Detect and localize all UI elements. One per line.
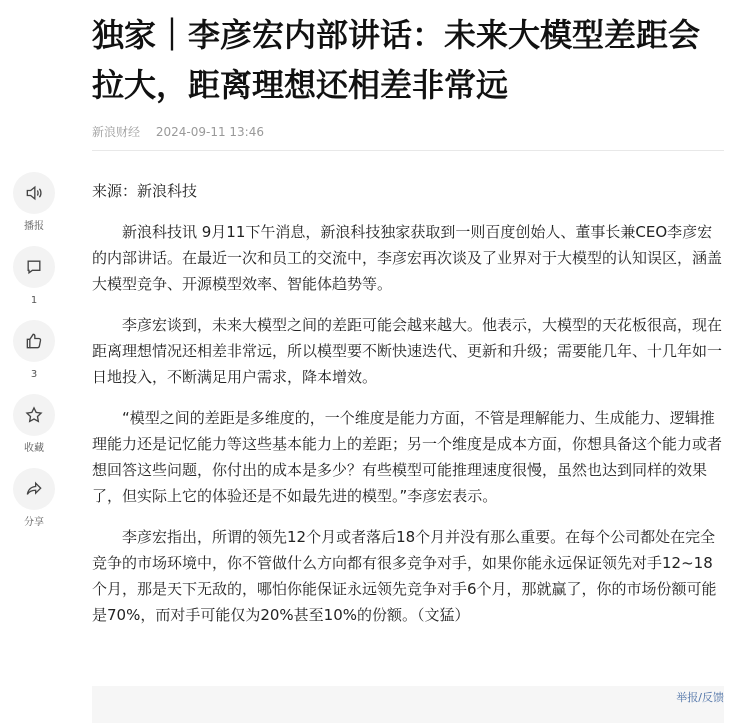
footer-bar bbox=[92, 686, 724, 723]
speaker-icon bbox=[13, 172, 55, 214]
favorite-label: 收藏 bbox=[24, 443, 44, 454]
article-paragraph: 新浪科技讯 9月11下午消息，新浪科技独家获取到一则百度创始人、董事长兼CEO李彦宏的内部讲话。在最近一次和员工的交流中，李彦宏再次谈及了业界对于大模型的认知误区，涵盖大模型竞争、开源模型效率、智能体趋势等。 bbox=[92, 223, 723, 293]
share-icon bbox=[13, 468, 55, 510]
publish-time: 2024-09-11 13:46 bbox=[155, 125, 264, 139]
broadcast-button[interactable] bbox=[10, 172, 58, 236]
like-count: 3 bbox=[30, 369, 38, 380]
article-paragraph: 李彦宏指出，所谓的领先12个月或者落后18个月并没有那么重要。在每个公司都处在完全竞争的市场环境中，你不管做什么方向都有很多竞争对手，如果你能永远保证领先对手12~18个月，那是天下无敌的，哪怕你能保证永远领先竞争对手6个月，那就赢了，你的市场份额可能是70%，而对手可能仅为20%甚至10%的份额。（文猛） bbox=[92, 528, 717, 624]
comment-count: 1 bbox=[30, 295, 38, 306]
favorite-button[interactable] bbox=[10, 394, 58, 458]
comment-button[interactable] bbox=[10, 246, 58, 310]
share-button[interactable] bbox=[10, 468, 58, 532]
article-paragraph: 李彦宏谈到，未来大模型之间的差距可能会越来越大。他表示，大模型的天花板很高，现在距离理想情况还相差非常远，所以模型要不断快速迭代、更新和升级；需要能几年、十几年如一日地投入，不断满足用户需求，降本增效。 bbox=[92, 316, 723, 386]
star-icon bbox=[13, 394, 55, 436]
share-label: 分享 bbox=[24, 517, 44, 528]
divider bbox=[92, 150, 724, 151]
thumbs-up-icon bbox=[13, 320, 55, 362]
action-sidebar bbox=[10, 172, 58, 532]
comment-icon bbox=[13, 246, 55, 288]
article-meta bbox=[92, 123, 264, 140]
report-link[interactable]: 举报/反馈 bbox=[676, 691, 724, 704]
source-name[interactable]: 新浪财经 bbox=[92, 125, 141, 139]
like-button[interactable] bbox=[10, 320, 58, 384]
article-title: 独家｜李彦宏内部讲话：未来大模型差距会拉大，距离理想还相差非常远 bbox=[92, 16, 701, 104]
broadcast-label: 播报 bbox=[24, 221, 44, 232]
article-paragraph: “模型之间的差距是多维度的，一个维度是能力方面，不管是理解能力、生成能力、逻辑推理能力还是记忆能力等这些基本能力上的差距；另一个维度是成本方面，你想具备这个能力或者想回答这些问题，你付出的成本是多少？有些模型可能推理速度很慢，虽然也达到同样的效果了，但实际上它的体验还是不如最先进的模型。”李彦宏表示。 bbox=[92, 409, 723, 505]
article-source: 来源：新浪科技 bbox=[92, 182, 198, 200]
article-body bbox=[92, 178, 722, 643]
